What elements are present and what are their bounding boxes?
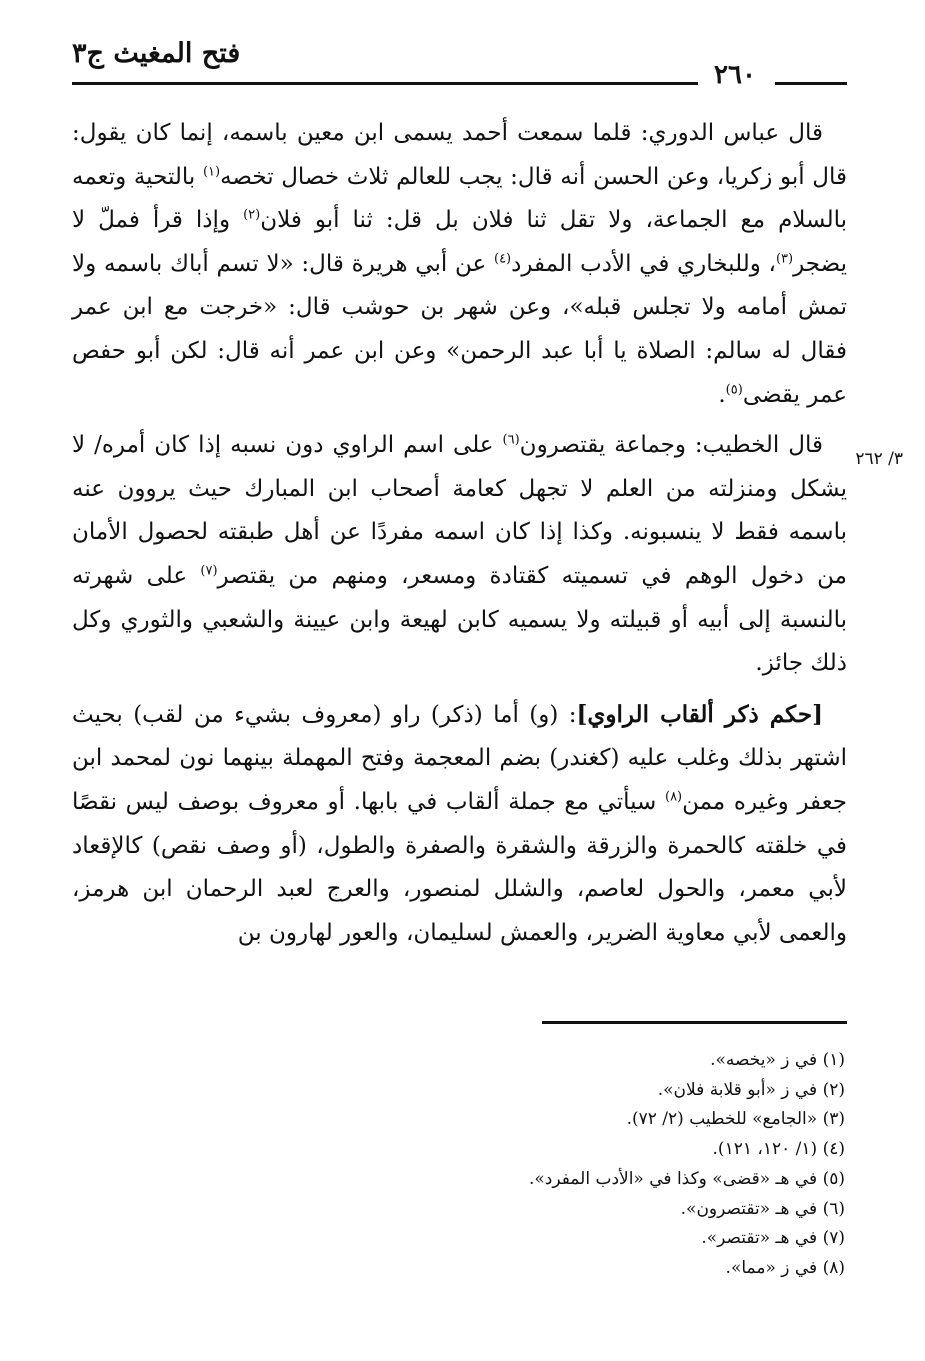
footnote-marker: (٤) [493, 251, 512, 267]
text-run: عن أبي هريرة قال: «لا تسم أباك باسمه ولا تمش أمامه ولا تجلس قبله»، وعن شهر بن حوشب قال: «خرجت مع ابن عمر فقال له سالم: الصلاة يا أبا عبد الرحمن» وعن ابن عمر أنه قال: لكن أبو حفص عمر يقضى [72, 250, 848, 408]
footnote-5: (٥) في هـ «قضى» وكذا في «الأدب المفرد». [528, 1168, 845, 1189]
text-run: على شهرته بالنسبة إلى أبيه أو قبيلته ولا يسميه كابن لهيعة وابن عيينة والشعبي والثوري وكل ذلك جائز. [72, 562, 847, 677]
page-number: ٢٦٠ [714, 60, 756, 90]
footnote-4: (٤) (١/ ١٢٠، ١٢١). [712, 1139, 845, 1160]
margin-page-reference: ٣/ ٢٦٢ [855, 449, 903, 469]
footnote-8: (٨) في ز «مما». [725, 1257, 845, 1278]
footnote-7: (٧) في هـ «تقتصر». [701, 1228, 845, 1249]
paragraph-1 [72, 112, 847, 417]
text-run: وإذا قرأ فملّ لا يضجر [72, 207, 847, 277]
footnote-3: (٣) «الجامع» للخطيب (٢/ ٧٢). [626, 1109, 845, 1130]
footnote-1: (١) في ز «يخصه». [710, 1050, 845, 1070]
footnote-marker: (٨) [664, 789, 683, 805]
footnote-marker: (٣) [775, 251, 794, 267]
text-run: قال الخطيب: وجماعة يقتصرون [519, 432, 824, 459]
text-run: سيأتي مع جملة ألقاب في بابها. أو معروف بوصف ليس نقصًا في خلقته كالحمرة والزرقة والشقرة والصفرة والطول، (أو وصف نقص) كالإقعاد لأبي معمر، والحول لعاصم، والشلل لمنصور، والعرج لعبد الرحمان ابن هرمز، والعمى لأبي معاوية الضرير، والعمش لسليمان، والعور لهارون بن [72, 788, 847, 946]
section-heading: [حكم ذكر ألقاب الراوي] [576, 700, 823, 728]
main-text [72, 112, 847, 955]
text-run: بالتحية وتعمه بالسلام مع الجماعة، ولا تقل ثنا فلان بل قل: ثنا أبو فلان [72, 163, 847, 234]
header-rule-short [775, 82, 847, 85]
footnotes [300, 1046, 845, 1284]
text-run: قال عباس الدوري: قلما سمعت أحمد يسمى ابن معين باسمه، إنما كان يقول: قال أبو زكريا، وعن الحسن أنه قال: يجب للعالم ثلاث خصال تخصه [72, 120, 847, 190]
text-run: ، وللبخاري في الأدب المفرد [511, 250, 776, 277]
footnote-marker: (١) [202, 163, 221, 179]
footnote-marker: (٧) [200, 563, 218, 579]
footnote-2: (٢) في ز «أبو قلابة فلان». [657, 1079, 845, 1100]
text-run: : (و) أما (ذكر) راو (معروف بشيء من لقب) بحيث اشتهر بذلك وغلب عليه (كغندر) بضم المعجمة وفتح المهملة بينهما نون لمحمد ابن جعفر وغيره ممن [72, 701, 848, 815]
footnote-marker: (٦) [502, 432, 520, 448]
footnote-separator [542, 1021, 847, 1024]
footnote-marker: (٢) [243, 207, 261, 223]
text-run: على اسم الراوي دون نسبه إذا كان أمره/ لا يشكل ومنزلته من العلم لا تجهل كعامة أصحاب ابن المبارك حيث يروون عنه باسمه فقط لا ينسبونه. وكذا إذا كان اسمه مفردًا عن أهل طبقته لحصول الأمان من دخول الوهم في تسميته كقتادة ومسعر، ومنهم من يقتصر [72, 432, 847, 589]
text-run: . [718, 381, 726, 408]
header-rule [72, 82, 698, 85]
paragraph-2 [72, 424, 847, 686]
footnote-marker: (٥) [725, 381, 743, 397]
footnote-6: (٦) في هـ «تقتصرون». [680, 1198, 845, 1219]
running-head-title: فتح المغيث ج٣ [72, 38, 241, 69]
paragraph-3 [72, 693, 847, 956]
